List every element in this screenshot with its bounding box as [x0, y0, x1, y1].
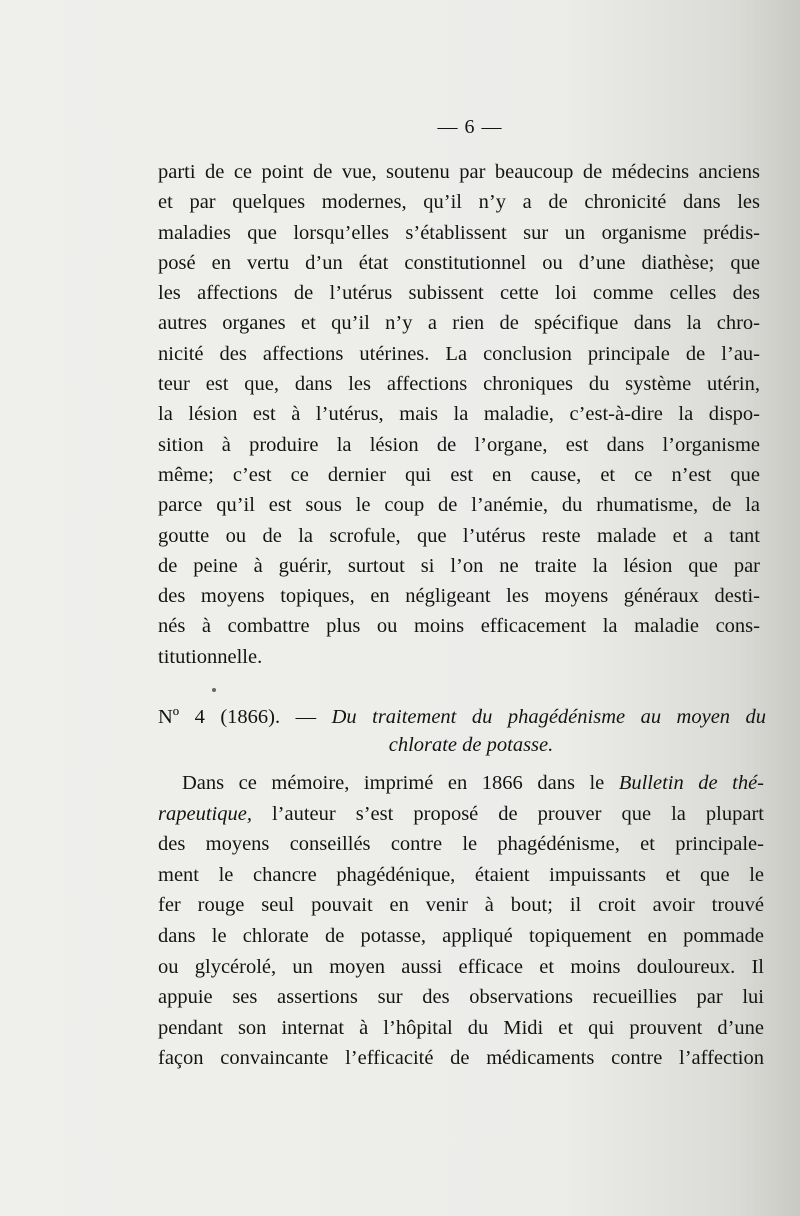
page-number: — 6 — — [437, 116, 503, 138]
text-line: des moyens topiques, en négligeant les moyens généraux desti- — [158, 585, 760, 608]
text-line: goutte ou de la scrofule, que l’utérus reste malade et a tant — [158, 524, 760, 547]
journal-title-part-1: Bulletin de thé- — [618, 772, 765, 794]
text-line: de peine à guérir, surtout si l’on ne traite la lésion que par — [158, 554, 760, 577]
text-line: nés à combattre plus ou moins efficacement la maladie cons- — [158, 615, 760, 638]
text-line: la lésion est à l’utérus, mais la maladie, c’est-à-dire la dispo- — [158, 403, 760, 426]
heading-line-2 — [158, 731, 766, 759]
text-line — [158, 799, 764, 830]
text-line: les affections de l’utérus subissent cette loi comme celles des — [158, 282, 760, 305]
section-heading — [158, 703, 766, 759]
heading-line-1 — [158, 703, 766, 731]
text-line: nicité des affections utérines. La conclusion principale de l’au- — [158, 342, 760, 365]
text-fragment: Dans ce mémoire, imprimé en 1866 dans le — [182, 772, 605, 794]
text-line: ou glycérolé, un moyen aussi efficace et moins douloureux. Il — [158, 955, 764, 978]
journal-title-part-2: rapeutique, — [158, 802, 252, 825]
text-line: et par quelques modernes, qu’il n’y a de chronicité dans les — [158, 191, 760, 214]
text-line: posé en vertu d’un état constitutionnel ou d’une diathèse; que — [158, 251, 760, 274]
text-line: autres organes et qu’il n’y a rien de spécifique dans la chro- — [158, 312, 760, 335]
text-line: appuie ses assertions sur des observations recueillies par lui — [158, 986, 764, 1009]
text-fragment: l’auteur s’est proposé de prouver que la plupart — [271, 802, 764, 825]
heading-number: Nº 4 (1866). — — [158, 706, 317, 728]
text-line: façon convaincante l’efficacité de médicaments contre l’affection — [158, 1047, 764, 1070]
text-line: titutionnelle. — [158, 645, 263, 668]
text-line: fer rouge seul pouvait en venir à bout; il croit avoir trouvé — [158, 894, 764, 917]
text-line: sition à produire la lésion de l’organe, est dans l’organisme — [158, 433, 760, 456]
paragraph-2 — [158, 768, 764, 1074]
text-line: parti de ce point de vue, soutenu par beaucoup de médecins anciens — [158, 161, 760, 183]
heading-title-line-1: Du traitement du phagédénisme au moyen du — [331, 706, 767, 728]
text-line: même; c’est ce dernier qui est en cause, et ce n’est que — [158, 463, 760, 486]
print-speck — [212, 688, 216, 692]
paragraph-1 — [158, 157, 760, 672]
text-line: dans le chlorate de potasse, appliqué topiquement en pommade — [158, 924, 764, 947]
text-line — [158, 768, 764, 799]
text-line: ment le chancre phagédénique, étaient impuissants et que le — [158, 863, 764, 886]
text-line: parce qu’il est sous le coup de l’anémie, du rhumatisme, de la — [158, 494, 760, 517]
text-line: des moyens conseillés contre le phagédénisme, et principale- — [158, 833, 764, 856]
text-line: maladies que lorsqu’elles s’établissent sur un organisme prédis- — [158, 221, 760, 244]
text-line: teur est que, dans les affections chroniques du système utérin, — [158, 373, 760, 396]
heading-title-line-2: chlorate de potasse. — [388, 734, 554, 756]
text-line: pendant son internat à l’hôpital du Midi et qui prouvent d’une — [158, 1016, 764, 1039]
